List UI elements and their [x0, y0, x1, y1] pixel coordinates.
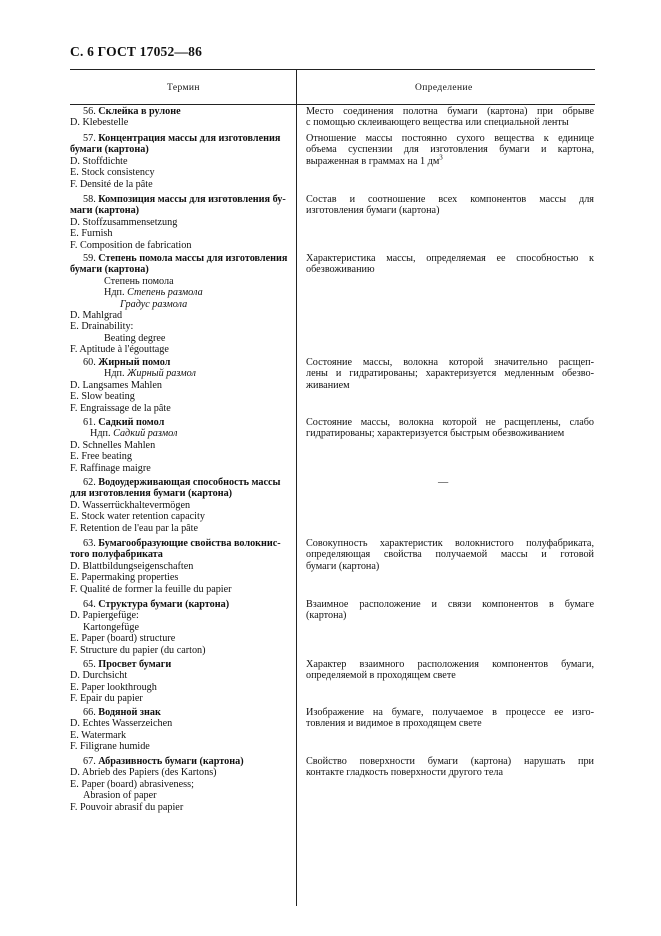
term-entry-65: 65. Просвет бумаги D. Durchsicht E. Paper lookthrough F. Epair du papier: [70, 659, 172, 705]
definition-63: Совокупность характеристик волокнистого полуфабриката, определяющая свойства получаемой массы и готовой бумаги (картона): [306, 538, 594, 572]
definition-65: Характер взаимного расположения компонентов бумаги, определяемой в проходящем свете: [306, 659, 594, 682]
column-header-term: Термин: [167, 83, 200, 93]
definition-59: Характеристика массы, определяемая ее способностью к обезвоживанию: [306, 253, 594, 276]
definition-61: Состояние массы, волокна которой не расщеплены, слабо гидратированы; характеризуется быстрым обезвоживанием: [306, 417, 594, 440]
term-entry-58: 58. Композиция массы для изготовления бу- маги (картона) D. Stoffzusammensetzung E. Furnish F. Composition de fabrication: [70, 194, 286, 251]
term-entry-64: 64. Структура бумаги (картона) D. Papiergefüge: Kartongefüge E. Paper (board) structure F. Structure du papier (du carton): [70, 599, 230, 656]
term-entry-66: 66. Водяной знак D. Echtes Wasserzeichen E. Watermark F. Filigrane humide: [70, 707, 173, 753]
term-entry-62: 62. Водоудерживающая способность массы для изготовления бумаги (картона) D. Wasserrückhaltevermögen E. Stock water retention capacity F. Retention de l'eau par la pâte: [70, 477, 281, 534]
term-entry-57: 57. Концентрация массы для изготовления бумаги (картона) D. Stoffdichte E. Stock consistency F. Densité de la pâte: [70, 133, 281, 190]
term-entry-67: 67. Абразивность бумаги (картона) D. Abrieb des Papiers (des Kartons) E. Paper (board) abrasiveness; Abrasion of paper F. Pouvoir abrasif du papier: [70, 756, 244, 813]
definition-60: Состояние массы, волокна которой значительно расщеп- лены и гидратированы; характеризуется медленным обезво- живанием: [306, 357, 594, 391]
table-head-rule: [70, 104, 595, 105]
term-entry-59: 59. Степень помола массы для изготовления бумаги (картона) Степень помола Ндп. Степень размола Градус размола D. Mahlgrad E. Drainability: Beating degree F. Aptitude à l'égouttage: [70, 253, 288, 356]
term-entry-56: 56. Склейка в рулоне D. Klebestelle: [70, 106, 181, 129]
table-top-rule: [70, 69, 595, 70]
term-entry-61: 61. Садкий помол Ндп. Садкий размол D. Schnelles Mahlen E. Free beating F. Raffinage maigre: [70, 417, 178, 474]
term-entry-63: 63. Бумагообразующие свойства волокнис- того полуфабриката D. Blattbildungseigenschaften E. Papermaking properties F. Qualité de former la feuille du papier: [70, 538, 281, 595]
definition-57: Отношение массы постоянно сухого вещества к единице объема суспензии для изготовления бумаги и картона, выраженная в граммах на 1 $дм^3$: [306, 133, 594, 167]
definition-67: Свойство поверхности бумаги (картона) нарушать при контакте гладкость поверхности другого тела: [306, 756, 594, 779]
definition-62-dash: —: [438, 477, 449, 488]
definition-64: Взаимное расположение и связи компонентов в бумаге (картона): [306, 599, 594, 622]
definition-58: Состав и соотношение всех компонентов массы для изготовления бумаги (картона): [306, 194, 594, 217]
definition-66: Изображение на бумаге, получаемое в процессе ее изго- товления и видимое в проходящем свете: [306, 707, 594, 730]
term-entry-60: 60. Жирный помол Ндп. Жирный размол D. Langsames Mahlen E. Slow beating F. Engraissage de la pâte: [70, 357, 196, 414]
column-header-definition: Определение: [415, 83, 473, 93]
page-header: С. 6 ГОСТ 17052—86: [70, 44, 203, 59]
definition-56: Место соединения полотна бумаги (картона) при обрыве с помощью склеивающего вещества или специальной ленты: [306, 106, 594, 129]
column-divider: [296, 69, 297, 906]
